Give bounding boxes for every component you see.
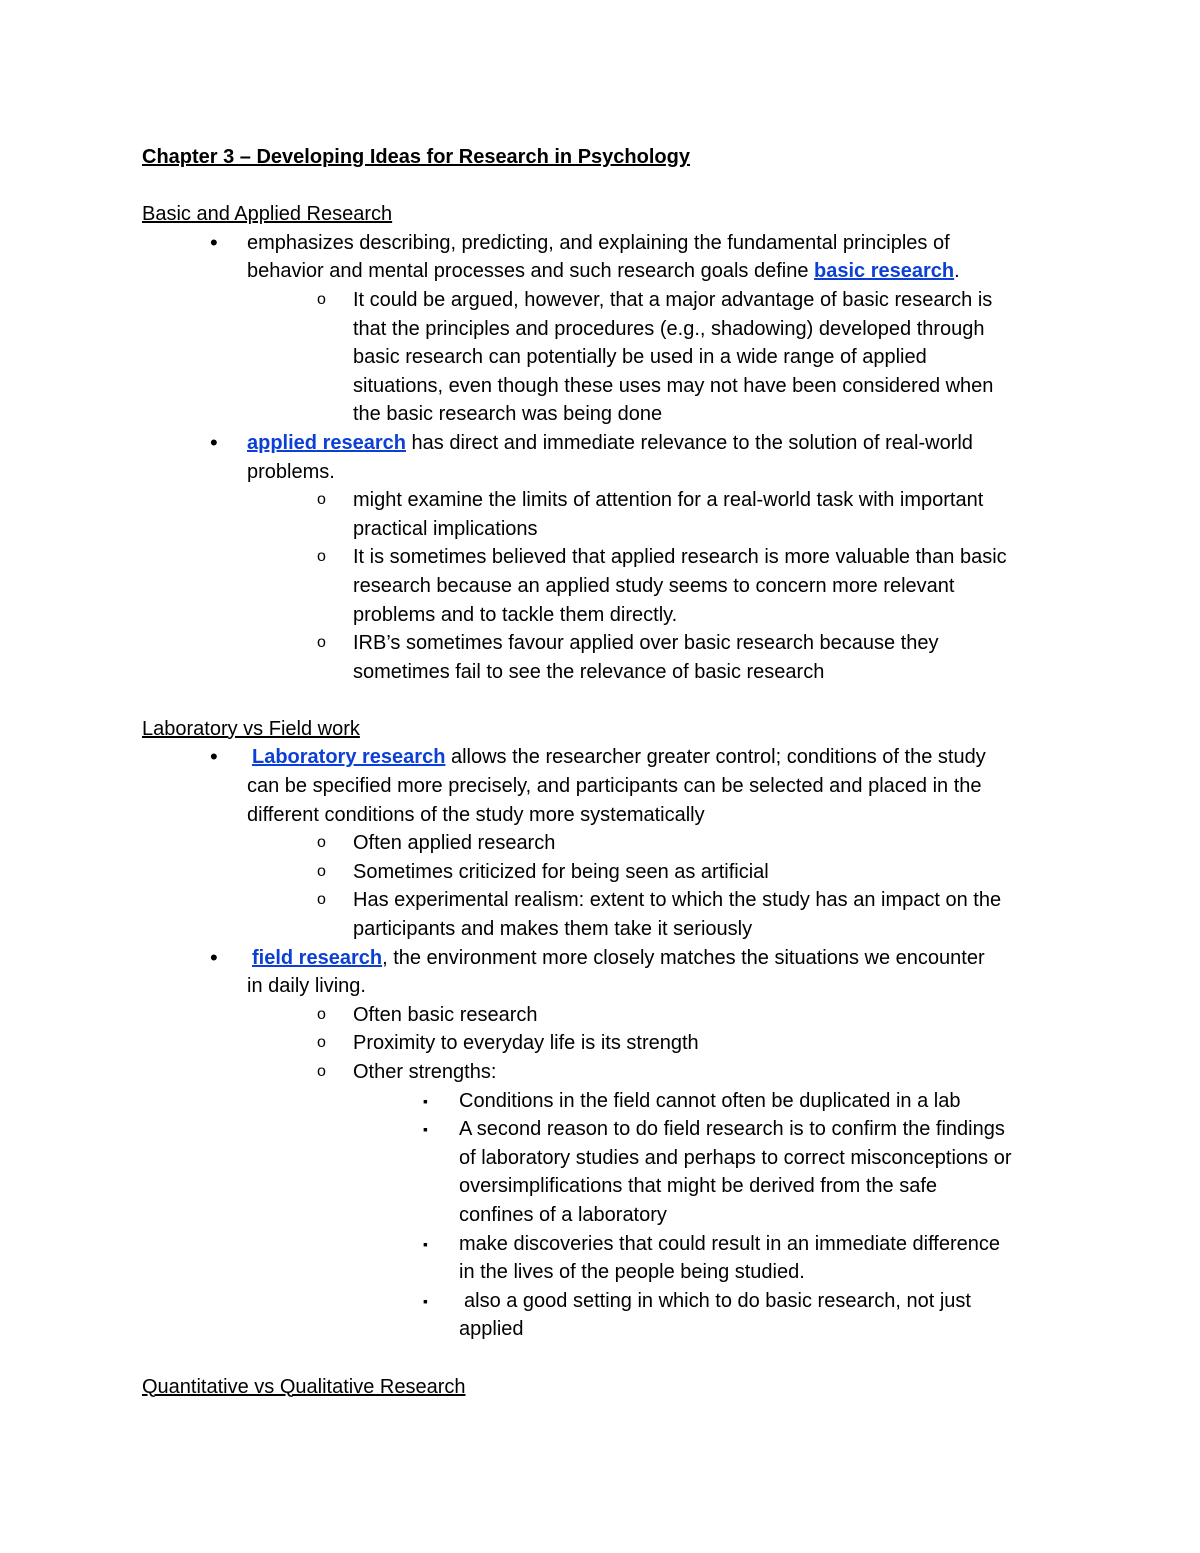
list-text: Often basic research: [353, 1003, 538, 1026]
circle-marker: o: [317, 548, 326, 566]
document-body: [142, 143, 1072, 1401]
sub-sub-list-item: [142, 1287, 1072, 1316]
list-text: Proximity to everyday life is its strength: [353, 1032, 699, 1055]
page-title: Chapter 3 – Developing Ideas for Research in Psychology: [142, 146, 690, 168]
sub-sub-list-continuation: oversimplifications that might be derived from the safe: [459, 1175, 937, 1198]
field-research-link[interactable]: field research: [252, 946, 383, 969]
section-heading-basic-applied: Basic and Applied Research: [142, 203, 393, 226]
list-text: also a good setting in which to do basic research, not just: [464, 1289, 971, 1312]
list-text: Other strengths:: [353, 1061, 497, 1083]
list-text: has direct and immediate relevance to the solution of real-world: [405, 431, 973, 454]
sub-list-item: [142, 629, 1072, 658]
circle-marker: o: [317, 1063, 326, 1080]
sub-sub-list-item: [142, 1230, 1072, 1259]
list-text: Often applied research: [353, 832, 556, 855]
list-text: Sometimes criticized for being seen as artificial: [353, 860, 769, 883]
list-text: behavior and mental processes and such research goals define: [247, 260, 815, 283]
list-text: might examine the limits of attention for a real-world task with important: [353, 489, 984, 512]
sub-list-item: [142, 829, 1072, 858]
sub-list-item: [142, 886, 1072, 915]
bullet-marker: •: [210, 944, 218, 970]
circle-marker: o: [317, 834, 326, 852]
section-heading-lab-field: Laboratory vs Field work: [142, 717, 360, 740]
sub-list-continuation: problems and to tackle them directly.: [353, 603, 678, 626]
sub-sub-list-continuation: confines of a laboratory: [459, 1203, 667, 1226]
spacer: [142, 686, 1072, 715]
sub-list-continuation: basic research can potentially be used in a wide range of applied: [353, 346, 927, 369]
sub-sub-list-item: [142, 1115, 1072, 1144]
list-text: .: [954, 260, 960, 283]
list-text: emphasizes describing, predicting, and explaining the fundamental principles of: [247, 231, 950, 254]
circle-marker: o: [317, 1034, 326, 1052]
circle-marker: o: [317, 1005, 326, 1023]
sub-list-item: [142, 1058, 1072, 1087]
basic-research-link[interactable]: basic research: [814, 260, 955, 283]
list-text: Conditions in the field cannot often be duplicated in a lab: [459, 1089, 961, 1112]
square-marker: ▪: [423, 1292, 428, 1309]
list-item-continuation: can be specified more precisely, and participants can be selected and placed in the: [247, 775, 982, 798]
circle-marker: o: [317, 862, 326, 880]
list-text: IRB’s sometimes favour applied over basic research because they: [353, 632, 939, 655]
circle-marker: o: [317, 290, 326, 308]
bullet-marker: •: [210, 229, 218, 255]
list-item-continuation: in daily living.: [247, 975, 366, 998]
list-text: It could be argued, however, that a major advantage of basic research is: [353, 288, 993, 311]
list-text: A second reason to do field research is to confirm the findings: [459, 1118, 1005, 1141]
list-text: make discoveries that could result in an immediate difference: [459, 1232, 1001, 1255]
sub-sub-list-continuation: of laboratory studies and perhaps to correct misconceptions or: [459, 1146, 1012, 1169]
spacer: [142, 1344, 1072, 1373]
list-item: [142, 229, 1072, 258]
section-heading-quant-qual: Quantitative vs Qualitative Research: [142, 1375, 466, 1398]
circle-marker: o: [317, 634, 326, 652]
bullet-marker: •: [210, 429, 218, 455]
sub-list-item: [142, 1029, 1072, 1058]
sub-list-item: [142, 543, 1072, 572]
list-item-continuation: [142, 257, 1072, 286]
square-marker: ▪: [423, 1092, 428, 1109]
sub-list-item: [142, 1001, 1072, 1030]
sub-list-item: [142, 858, 1072, 887]
list-item-continuation: problems.: [247, 460, 335, 483]
list-text: allows the researcher greater control; conditions of the study: [445, 746, 986, 769]
list-item: [142, 743, 1072, 772]
circle-marker: o: [317, 891, 326, 909]
sub-list-item: [142, 286, 1072, 315]
sub-list-continuation: that the principles and procedures (e.g., shadowing) developed through: [353, 317, 985, 340]
sub-list-continuation: practical implications: [353, 517, 538, 540]
bullet-marker: •: [210, 744, 218, 770]
square-marker: ▪: [423, 1121, 428, 1138]
sub-list-item: [142, 486, 1072, 515]
sub-list-continuation: sometimes fail to see the relevance of basic research: [353, 660, 825, 683]
sub-list-continuation: participants and makes them take it seriously: [353, 918, 753, 941]
list-text: , the environment more closely matches the situations we encounter: [382, 946, 985, 969]
sub-list-continuation: research because an applied study seems to concern more relevant: [353, 574, 955, 597]
laboratory-research-link[interactable]: Laboratory research: [252, 746, 446, 769]
circle-marker: o: [317, 491, 326, 509]
sub-sub-list-item: [142, 1087, 1072, 1116]
spacer: [142, 172, 1072, 201]
sub-sub-list-continuation: in the lives of the people being studied.: [459, 1261, 805, 1284]
applied-research-link[interactable]: applied research: [247, 431, 406, 454]
list-text: It is sometimes believed that applied research is more valuable than basic: [353, 546, 1007, 569]
list-item: [142, 944, 1072, 973]
list-item: [142, 429, 1072, 458]
sub-list-continuation: the basic research was being done: [353, 403, 663, 426]
sub-sub-list-continuation: applied: [459, 1318, 524, 1341]
list-text: Has experimental realism: extent to which the study has an impact on the: [353, 889, 1002, 912]
sub-list-continuation: situations, even though these uses may not have been considered when: [353, 374, 994, 397]
square-marker: ▪: [423, 1235, 428, 1252]
list-item-continuation: different conditions of the study more systematically: [247, 803, 705, 826]
